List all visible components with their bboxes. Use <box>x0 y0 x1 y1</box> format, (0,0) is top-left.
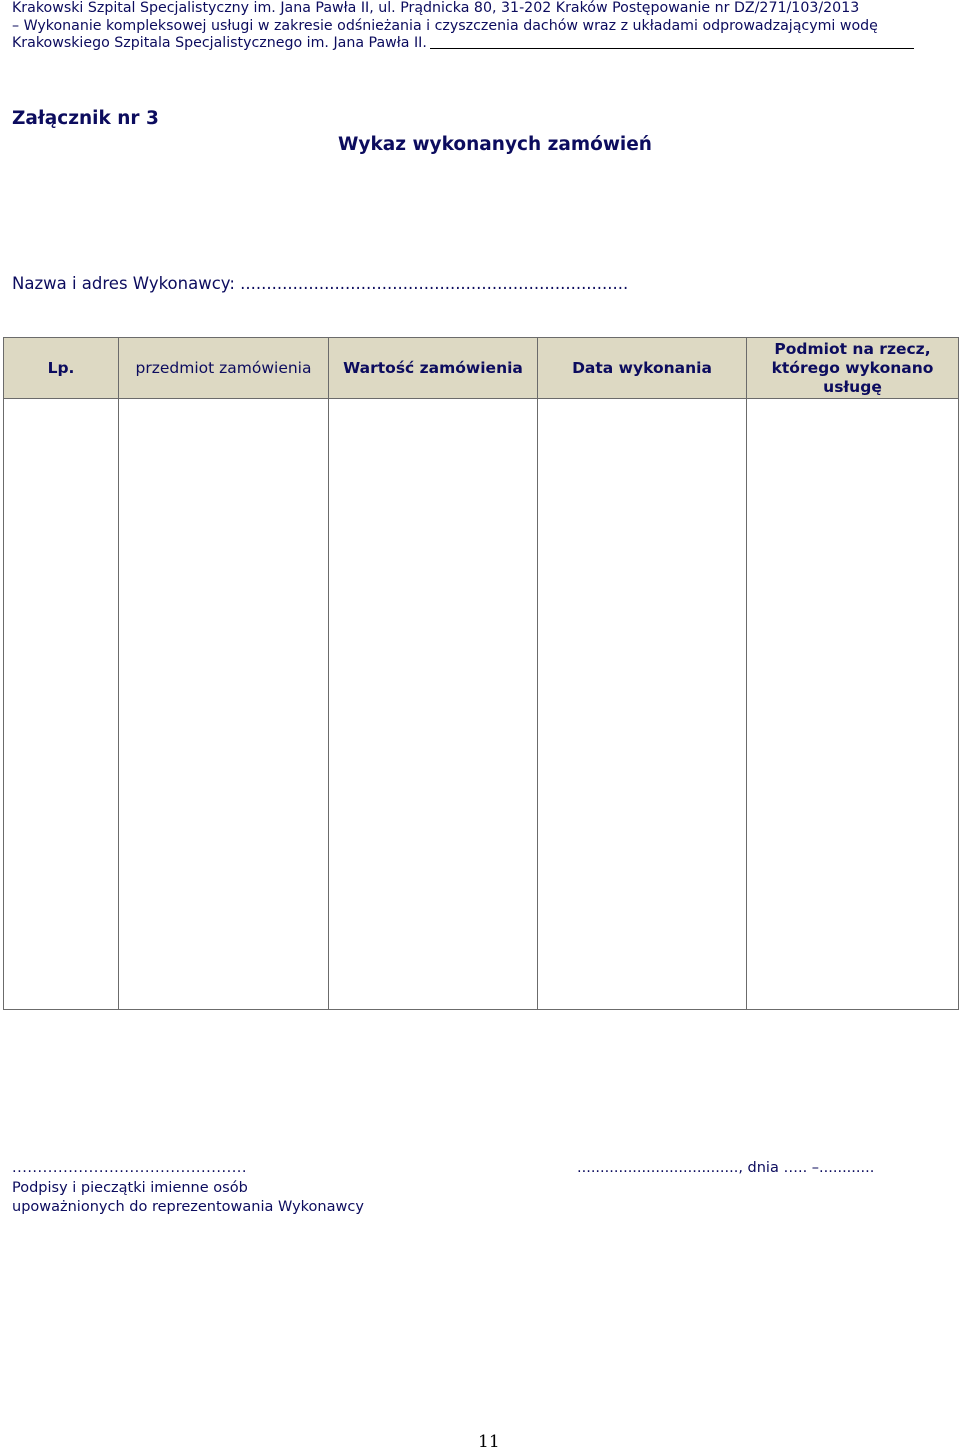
document-title: Wykaz wykonanych zamówień <box>338 134 652 155</box>
cell-date[interactable] <box>538 399 747 1010</box>
page-number: 11 <box>478 1432 500 1452</box>
column-header-value: Wartość zamówienia <box>329 338 538 399</box>
column-header-lp: Lp. <box>4 338 119 399</box>
cell-lp[interactable] <box>4 399 119 1010</box>
signature-line[interactable]: .............................................. <box>12 1160 248 1176</box>
table-header-row <box>4 338 959 399</box>
table-row <box>4 399 959 1010</box>
signature-caption-line-1: Podpisy i pieczątki imienne osób <box>12 1180 248 1196</box>
cell-recipient[interactable] <box>747 399 959 1010</box>
attachment-label: Załącznik nr 3 <box>12 108 159 129</box>
cell-subject[interactable] <box>119 399 329 1010</box>
header-line-2: – Wykonanie kompleksowej usługi w zakresie odśnieżania i czyszczenia dachów wraz z układami odprowadzającymi wodę <box>12 17 878 34</box>
signature-caption <box>12 1179 364 1216</box>
header-line-3: Krakowskiego Szpitala Specjalistycznego im. Jana Pawła II. <box>12 35 427 52</box>
document-header <box>12 0 914 53</box>
signature-caption-line-2: upoważnionych do reprezentowania Wykonawcy <box>12 1198 364 1215</box>
header-line-1: Krakowski Szpital Specjalistyczny im. Jana Pawła II, ul. Prądnicka 80, 31-202 Kraków Postępowanie nr DZ/271/103/2013 <box>12 0 860 16</box>
column-header-subject: przedmiot zamówienia <box>119 338 329 399</box>
place-date-line[interactable]: ..................................., dnia ….. –............ <box>577 1160 875 1176</box>
column-header-recipient: Podmiot na rzecz, którego wykonano usługę <box>747 338 959 399</box>
cell-value[interactable] <box>329 399 538 1010</box>
orders-table <box>3 337 959 1010</box>
contractor-name-field[interactable]: Nazwa i adres Wykonawcy: .......................................................................... <box>12 274 629 293</box>
header-divider <box>430 48 914 49</box>
column-header-date: Data wykonania <box>538 338 747 399</box>
